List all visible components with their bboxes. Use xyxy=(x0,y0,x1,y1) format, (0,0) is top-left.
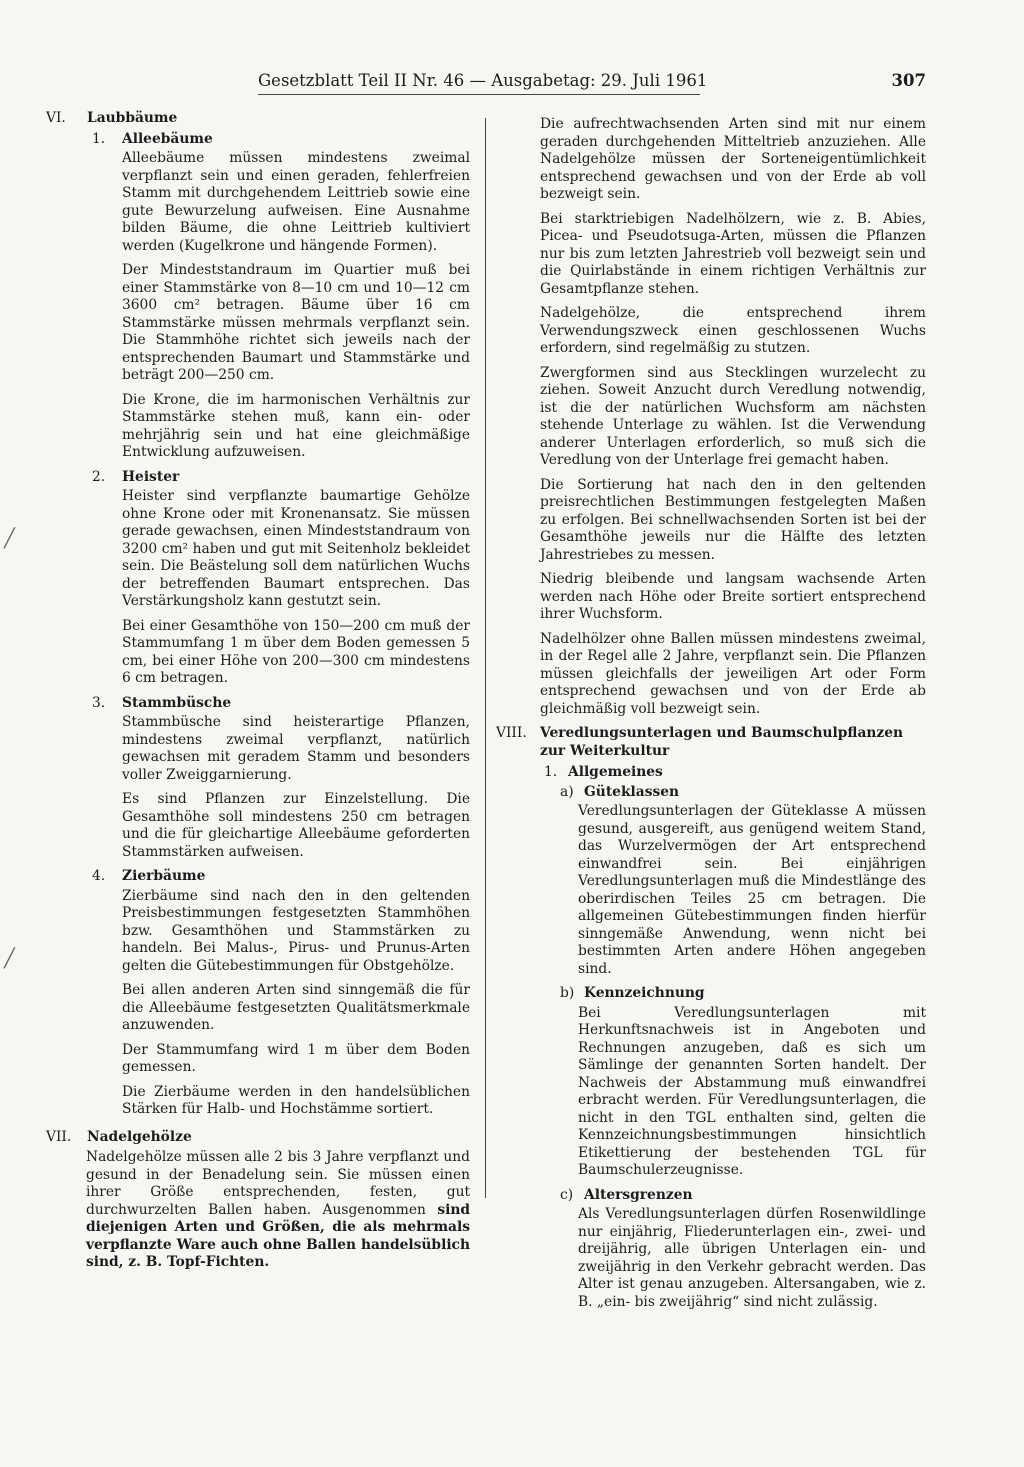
paragraph: Als Veredlungsunterlagen dürfen Rosenwildlinge nur einjährig, Fliederunterlagen ein-, zwei- und dreijährig, alle übrigen Unterlagen ein- und zweijährig in den Verkehr gebracht werden. Das Alter ist genau anzugeben. Altersangaben, wie z. B. „ein- bis zweijährig“ sind nicht zulässig. xyxy=(578,1206,926,1310)
section-title: Veredlungsunterlagen und Baumschulpflanzen zur Weiterkultur xyxy=(540,725,904,759)
section-title: Laubbäume xyxy=(87,110,178,126)
section-vi-heading xyxy=(46,110,470,128)
paragraph: Bei starktriebigen Nadelhölzern, wie z. B. Abies, Picea- und Pseudotsuga-Arten, müssen die Pflanzen nur bis zum letzten Jahrestrieb voll bezweigt sein und die Quirlabstände in einem richtigen Verhältnis zur Gesamtpflanze stehen. xyxy=(540,210,926,297)
section-vii-heading xyxy=(46,1129,470,1147)
paragraph: Veredlungsunterlagen der Güteklasse A müssen gesund, ausgereift, aus genügend weitem Stand, das Wurzelvermögen der Art entsprechend einwandfrei sein. Bei einjährigen Veredlungsunterlagen muß die Mindestlänge des oberirdischen Teiles 25 cm betragen. Die allgemeinen Gütebestimmungen finden hierfür sinngemäße Anwendung, wenn nicht bei bestimmten Arten andere Höhen angegeben sind. xyxy=(578,803,926,977)
item-letter: a) xyxy=(560,783,574,800)
paragraph: Die aufrechtwachsenden Arten sind mit nur einem geraden durchgehenden Mitteltrieb anzuziehen. Alle Nadelgehölze müssen der Sorteneigentümlichkeit entsprechend gewachsen und von der Erde ab voll bezweigt sein. xyxy=(540,116,926,202)
subsection-number: 3. xyxy=(92,694,106,711)
subsection-number: 4. xyxy=(92,868,106,884)
subsection-title: Allgemeines xyxy=(568,764,663,780)
margin-mark: ╱ xyxy=(4,948,15,969)
paragraph: Bei einer Gesamthöhe von 150—200 cm muß der Stammumfang 1 m über dem Boden gemessen 5 cm, bei einer Höhe von 200—300 cm mindestens 6 cm betragen. xyxy=(122,617,470,686)
paragraph: Die Krone, die im harmonischen Verhältnis zur Stammstärke stehen muß, kann ein- oder mehrjährig sein und hat eine gleichmäßige Entwicklung aufzuweisen. xyxy=(122,391,470,460)
column-divider xyxy=(485,118,486,1198)
item-title: Güteklassen xyxy=(584,783,680,800)
section-number: VI. xyxy=(46,110,66,126)
left-column xyxy=(46,110,470,1279)
section-number: VII. xyxy=(46,1128,72,1145)
subsection-title: Stammbüsche xyxy=(122,694,232,711)
item-heading xyxy=(496,1187,926,1205)
paragraph: Bei Veredlungsunterlagen mit Herkunftsnachweis ist in Angeboten und Rechnungen anzugeben, daß es sich um Sämlinge der genannten Sorten handelt. Der Nachweis der Abstammung muß einwandfrei erbracht werden. Für Veredlungsunterlagen, die nicht in den TGL enthalten sind, gelten die Kennzeichnungsbestimmungen hinsichtlich Etikettierung der bestehenden TGL für Baumschulerzeugnisse. xyxy=(578,1004,926,1178)
subsection-heading xyxy=(46,469,470,487)
subsection-heading xyxy=(46,131,470,149)
margin-mark: ╱ xyxy=(4,528,15,549)
paragraph: Die Sortierung hat nach den in den geltenden preisrechtlichen Bestimmungen festgelegten Maßen zu erfolgen. Bei schnellwachsenden Sorten ist bei der Gesamthöhe jeweils nur die Hälfte des letzten Jahrestriebes zu messen. xyxy=(540,476,926,563)
gazette-title: Gesetzblatt Teil II Nr. 46 — Ausgabetag: 29. Juli 1961 xyxy=(258,71,708,90)
paragraph: Der Stammumfang wird 1 m über dem Boden gemessen. xyxy=(122,1041,470,1075)
paragraph xyxy=(46,1149,470,1272)
paragraph: Niedrig bleibende und langsam wachsende Arten werden nach Höhe oder Breite sortiert entsprechend ihrer Wuchsform. xyxy=(540,571,926,622)
subsection-heading xyxy=(496,764,926,782)
paragraph: Heister sind verpflanzte baumartige Gehölze ohne Krone oder mit Kronenansatz. Sie müssen gerade gewachsen, einen Mindeststandraum von 3200 cm² haben und gut mit Seitenholz bekleidet sein. Die Beästelung soll dem natürlichen Wuchs der betreffenden Baumart entsprechen. Das Verstärkungsholz kann gestutzt sein. xyxy=(122,488,470,609)
paragraph-bold-text: sind diejenigen Arten und Größen, die als mehrmals verpflanzte Ware auch ohne Ballen handelsüblich sind, z. B. Topf-Fichten. xyxy=(86,1201,470,1270)
paragraph: Der Mindeststandraum im Quartier muß bei einer Stammstärke von 8—10 cm und 10—12 cm 3600 cm² betragen. Bäume über 16 cm Stammstärke müssen mehrmals verpflanzt sein. Die Stammhöhe richtet sich jeweils nach der entsprechenden Baumart und Stammstärke und beträgt 200—250 cm. xyxy=(122,262,470,383)
item-title: Altersgrenzen xyxy=(584,1186,693,1203)
paragraph: Es sind Pflanzen zur Einzelstellung. Die Gesamthöhe soll mindestens 250 cm betragen und die für gleichartige Alleebäume geforderten Stammstärken aufweisen. xyxy=(122,791,470,860)
subsection-number: 1. xyxy=(92,130,106,147)
subsection-number: 1. xyxy=(544,764,558,780)
subsection-heading xyxy=(46,868,470,886)
paragraph: Nadelhölzer ohne Ballen müssen mindestens zweimal, in der Regel alle 2 Jahre, verpflanzt sein. Die Pflanzen müssen gleichfalls der jeweiligen Art oder Form entsprechend gewachsen und von der Erde ab gleichmäßig voll bezweigt sein. xyxy=(540,630,926,717)
page-number: 307 xyxy=(891,71,926,90)
item-heading xyxy=(496,784,926,802)
item-letter: b) xyxy=(560,985,575,1001)
subsection-title: Zierbäume xyxy=(122,868,206,884)
paragraph: Bei allen anderen Arten sind sinngemäß die für die Alleebäume festgesetzten Qualitätsmerkmale anzuwenden. xyxy=(122,982,470,1033)
paragraph: Alleebäume müssen mindestens zweimal verpflanzt sein und einen geraden, fehlerfreien Stamm mit durchgehendem Leittrieb sowie eine gute Bewurzelung aufweisen. Eine Ausnahme bilden Bäume, die ohne Leittrieb kultiviert werden (Kugelkrone und hängende Formen). xyxy=(122,150,470,254)
header-rule xyxy=(258,94,700,95)
paragraph: Die Zierbäume werden in den handelsüblichen Stärken für Halb- und Hochstämme sortiert. xyxy=(122,1083,470,1117)
subsection-heading xyxy=(46,695,470,713)
item-heading xyxy=(496,985,926,1003)
paragraph: Zwergformen sind aus Stecklingen wurzelecht zu ziehen. Soweit Anzucht durch Veredlung notwendig, ist die der natürlichen Wuchsform am nächsten stehende Unterlage zu wählen. Ist die Verwendung anderer Unterlagen erforderlich, so muß sich die Veredlung von der Unterlage frei gemacht haben. xyxy=(540,364,926,468)
item-title: Kennzeichnung xyxy=(584,985,705,1001)
item-letter: c) xyxy=(560,1186,574,1203)
paragraph: Nadelgehölze, die entsprechend ihrem Verwendungszweck einen geschlossenen Wuchs erfordern, sind regelmäßig zu stutzen. xyxy=(540,305,926,356)
section-title: Nadelgehölze xyxy=(87,1128,192,1145)
right-column xyxy=(496,116,926,1318)
subsection-number: 2. xyxy=(92,468,106,485)
subsection-title: Heister xyxy=(122,468,180,485)
subsection-title: Alleebäume xyxy=(122,130,213,147)
section-number: VIII. xyxy=(496,725,527,741)
paragraph-text: Nadelgehölze müssen alle 2 bis 3 Jahre verpflanzt und gesund in der Benadelung sein. Sie müssen einen ihrer Größe entsprechenden, festen, gut durchwurzelten Ballen haben. Ausgenommen xyxy=(86,1149,470,1218)
paragraph: Stammbüsche sind heisterartige Pflanzen, mindestens zweimal verpflanzt, natürlich gewachsen mit geradem Stamm und besonders voller Zweiggarnierung. xyxy=(122,714,470,783)
paragraph: Zierbäume sind nach den in den geltenden Preisbestimmungen festgesetzten Stammhöhen bzw. Gesamthöhen und Stammstärken zu handeln. Bei Malus-, Pirus- und Prunus-Arten gelten die Gütebestimmungen für Obstgehölze. xyxy=(122,887,470,974)
section-viii-heading xyxy=(496,725,926,760)
